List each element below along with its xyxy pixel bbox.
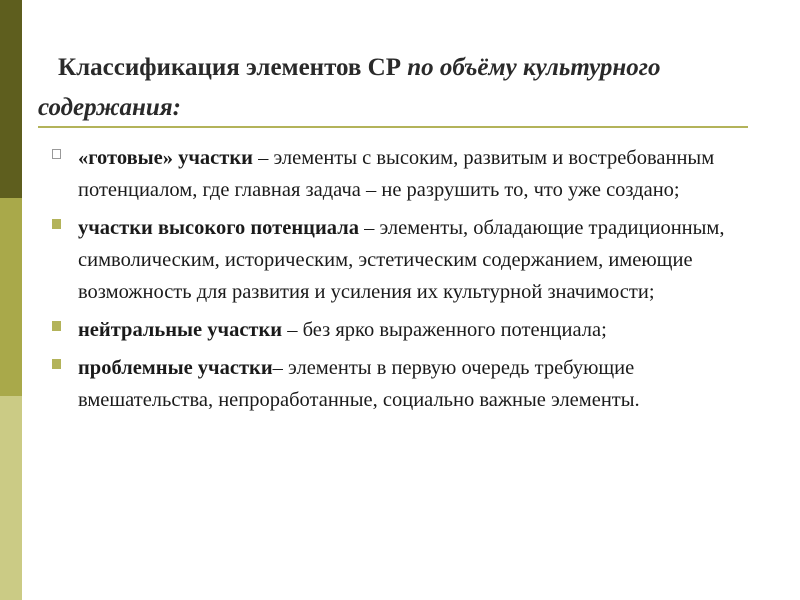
item-term: «готовые» участки bbox=[78, 147, 253, 169]
item-text: – элементы, обладающие традиционным, символическим, историческим, эстетическим содержанием, имеющие возможность для развития и усиления их культурной значимости; bbox=[78, 217, 725, 303]
item-term: участки высокого потенциала bbox=[78, 217, 359, 239]
side-bar-light bbox=[0, 396, 22, 600]
item-text: – элементы с высоким, развитым и востребованным потенциалом, где главная задача – не разрушить то, что уже создано; bbox=[78, 147, 715, 201]
side-bar-dark bbox=[0, 0, 22, 198]
square-bullet-icon bbox=[52, 359, 61, 369]
title-divider bbox=[38, 126, 748, 128]
side-bar-mid bbox=[0, 198, 22, 396]
bullet-list bbox=[52, 142, 752, 422]
list-item bbox=[52, 314, 752, 346]
list-item bbox=[52, 212, 752, 308]
item-term: нейтральные участки bbox=[78, 319, 283, 341]
slide-title bbox=[38, 48, 758, 128]
title-part-italic: по объёму культурного содержания: bbox=[38, 54, 661, 121]
title-part-regular: Классификация элементов СР bbox=[58, 54, 408, 81]
square-bullet-icon bbox=[52, 219, 61, 229]
item-term: проблемные участки bbox=[78, 357, 273, 379]
square-bullet-icon bbox=[52, 321, 61, 331]
item-text: – без ярко выраженного потенциала; bbox=[282, 319, 607, 341]
item-text: – элементы в первую очередь требующие вмешательства, непроработанные, социально важные элементы. bbox=[78, 357, 640, 411]
list-item bbox=[52, 352, 752, 416]
square-bullet-icon bbox=[52, 149, 61, 159]
list-item bbox=[52, 142, 752, 206]
